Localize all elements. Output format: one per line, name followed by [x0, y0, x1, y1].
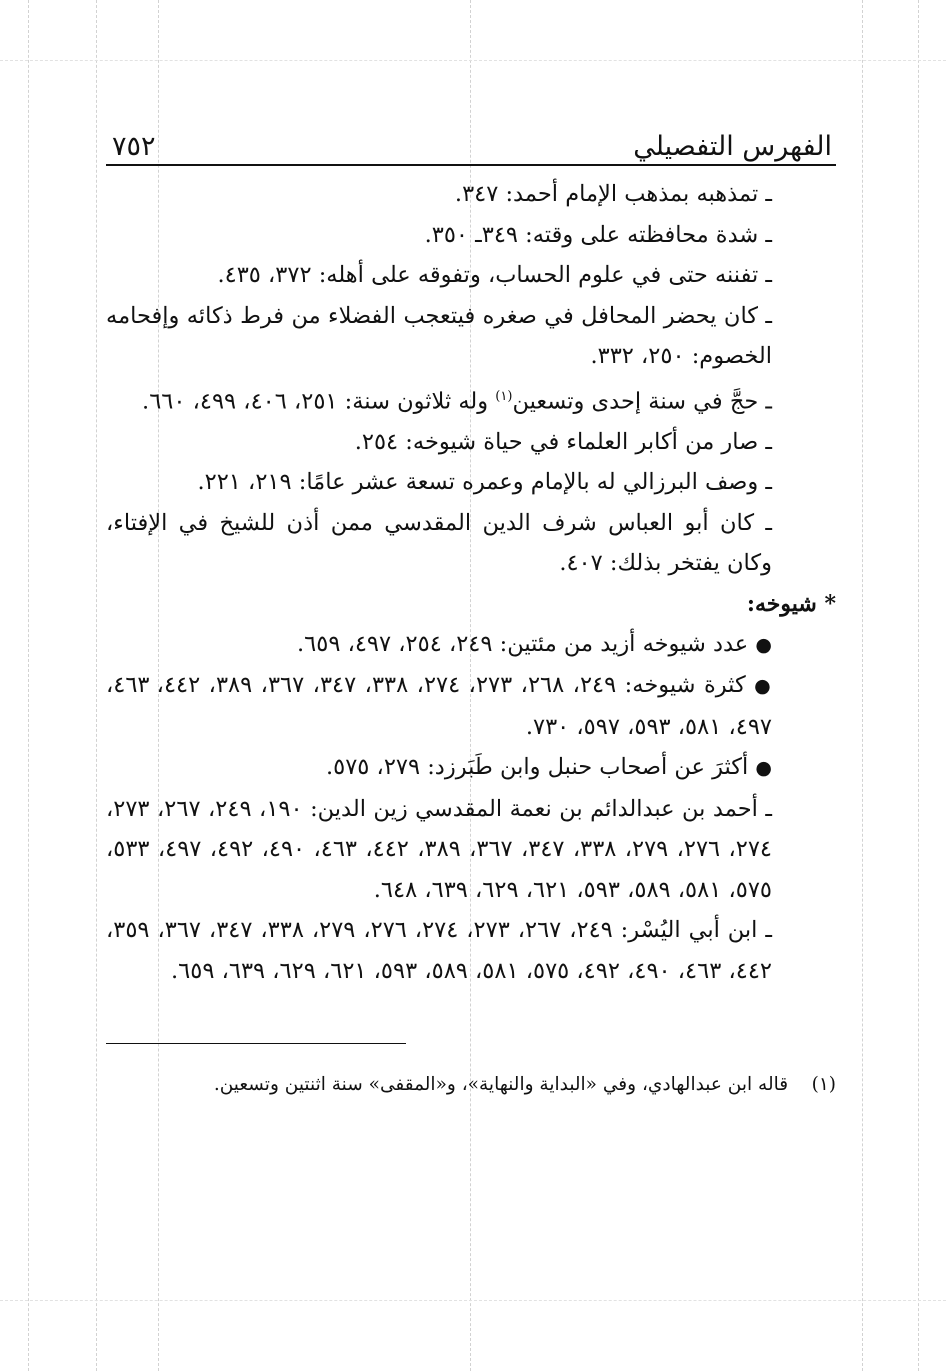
index-entry: ـ أحمد بن عبدالدائم بن نعمة المقدسي زين الدين: ١٩٠، ٢٤٩، ٢٦٧، ٢٧٣، ٢٧٤، ٢٧٦، ٢٧٩، ٣٣٨، ٣٤٧، ٣٦٧، ٣٨٩، ٤٤٢، ٤٦٣، ٤٩٠، ٤٩٢، ٤٩٧، ٥٣٣، ٥٧٥، ٥٨١، ٥٨٩، ٥٩٣، ٦٢١، ٦٢٩، ٦٣٩، ٦٤٨. — [106, 795, 773, 903]
bullet-entry — [106, 624, 836, 666]
entry-text: عدد شيوخه أزيد من مئتين: ٢٤٩، ٢٥٤، ٤٩٧، ٦٥٩. — [297, 630, 749, 657]
footnote-ref: (١) — [495, 388, 513, 404]
bullet-entry — [106, 747, 836, 789]
index-entry: ـ تفننه حتى في علوم الحساب، وتفوقه على أهله: ٣٧٢، ٤٣٥. — [217, 262, 772, 288]
running-header — [106, 120, 836, 166]
entry-text: كثرة شيوخه: ٢٤٩، ٢٦٨، ٢٧٣، ٢٧٤، ٣٣٨، ٣٤٧، ٣٦٧، ٣٨٩، ٤٤٢، ٤٦٣، ٤٩٧، ٥٨١، ٥٩٣، ٥٩٧، ٧٣٠. — [106, 672, 772, 740]
bullet-icon: ● — [754, 675, 773, 697]
section-heading-shuyukh: * شيوخه: — [746, 590, 836, 617]
index-body — [106, 174, 836, 991]
index-entry: ـ شدة محافظته على وقته: ٣٤٩ـ ٣٥٠. — [424, 221, 772, 248]
entry-text: أكثرَ عن أصحاب حنبل وابن طَبَرزد: ٢٧٩، ٥٧٥. — [325, 754, 749, 780]
page-number: ٧٥٢ — [112, 131, 156, 162]
entry-text: وله ثلاثون سنة: ٢٥١، ٤٠٦، ٤٩٩، ٦٦٠. — [142, 388, 496, 414]
entry-text: ـ حجَّ في سنة إحدى وتسعين — [512, 388, 772, 414]
header-title: الفهرس التفصيلي — [633, 131, 832, 162]
index-entry — [106, 377, 836, 422]
index-entry: ـ وصف البرزالي له بالإمام وعمره تسعة عشر عامًا: ٢١٩، ٢٢١. — [197, 469, 772, 495]
footnote-separator — [106, 1043, 406, 1044]
footnote — [106, 1070, 836, 1100]
bullet-icon: ● — [755, 633, 772, 656]
index-entry: ـ تمذهبه بمذهب الإمام أحمد: ٣٤٧. — [454, 181, 772, 207]
index-entry: ـ كان أبو العباس شرف الدين المقدسي ممن أذن للشيخ في الإفتاء، وكان يفتخر بذلك: ٤٠٧. — [106, 509, 772, 576]
index-entry: ـ كان يحضر المحافل في صغره فيتعجب الفضلاء من فرط ذكائه وإفحامه الخصوم: ٢٥٠، ٣٣٢. — [106, 302, 772, 369]
book-page — [106, 120, 836, 1100]
index-entry: ـ ابن أبي اليُسْر: ٢٤٩، ٢٦٧، ٢٧٣، ٢٧٤، ٢٧٦، ٢٧٩، ٣٣٨، ٣٤٧، ٣٦٧، ٣٥٩، ٤٤٢، ٤٦٣، ٤٩٠، ٤٩٢، ٥٧٥، ٥٨١، ٥٨٩، ٥٩٣، ٦٢١، ٦٢٩، ٦٣٩، ٦٥٩. — [106, 917, 772, 984]
index-entry: ـ صار من أكابر العلماء في حياة شيوخه: ٢٥٤. — [354, 428, 772, 455]
bullet-icon: ● — [755, 757, 772, 779]
footnote-text: قاله ابن عبدالهادي، وفي «البداية والنهاية»، و«المقفى» سنة اثنتين وتسعين. — [213, 1074, 789, 1095]
bullet-entry — [106, 665, 836, 747]
footnote-marker: (١) — [811, 1074, 836, 1095]
